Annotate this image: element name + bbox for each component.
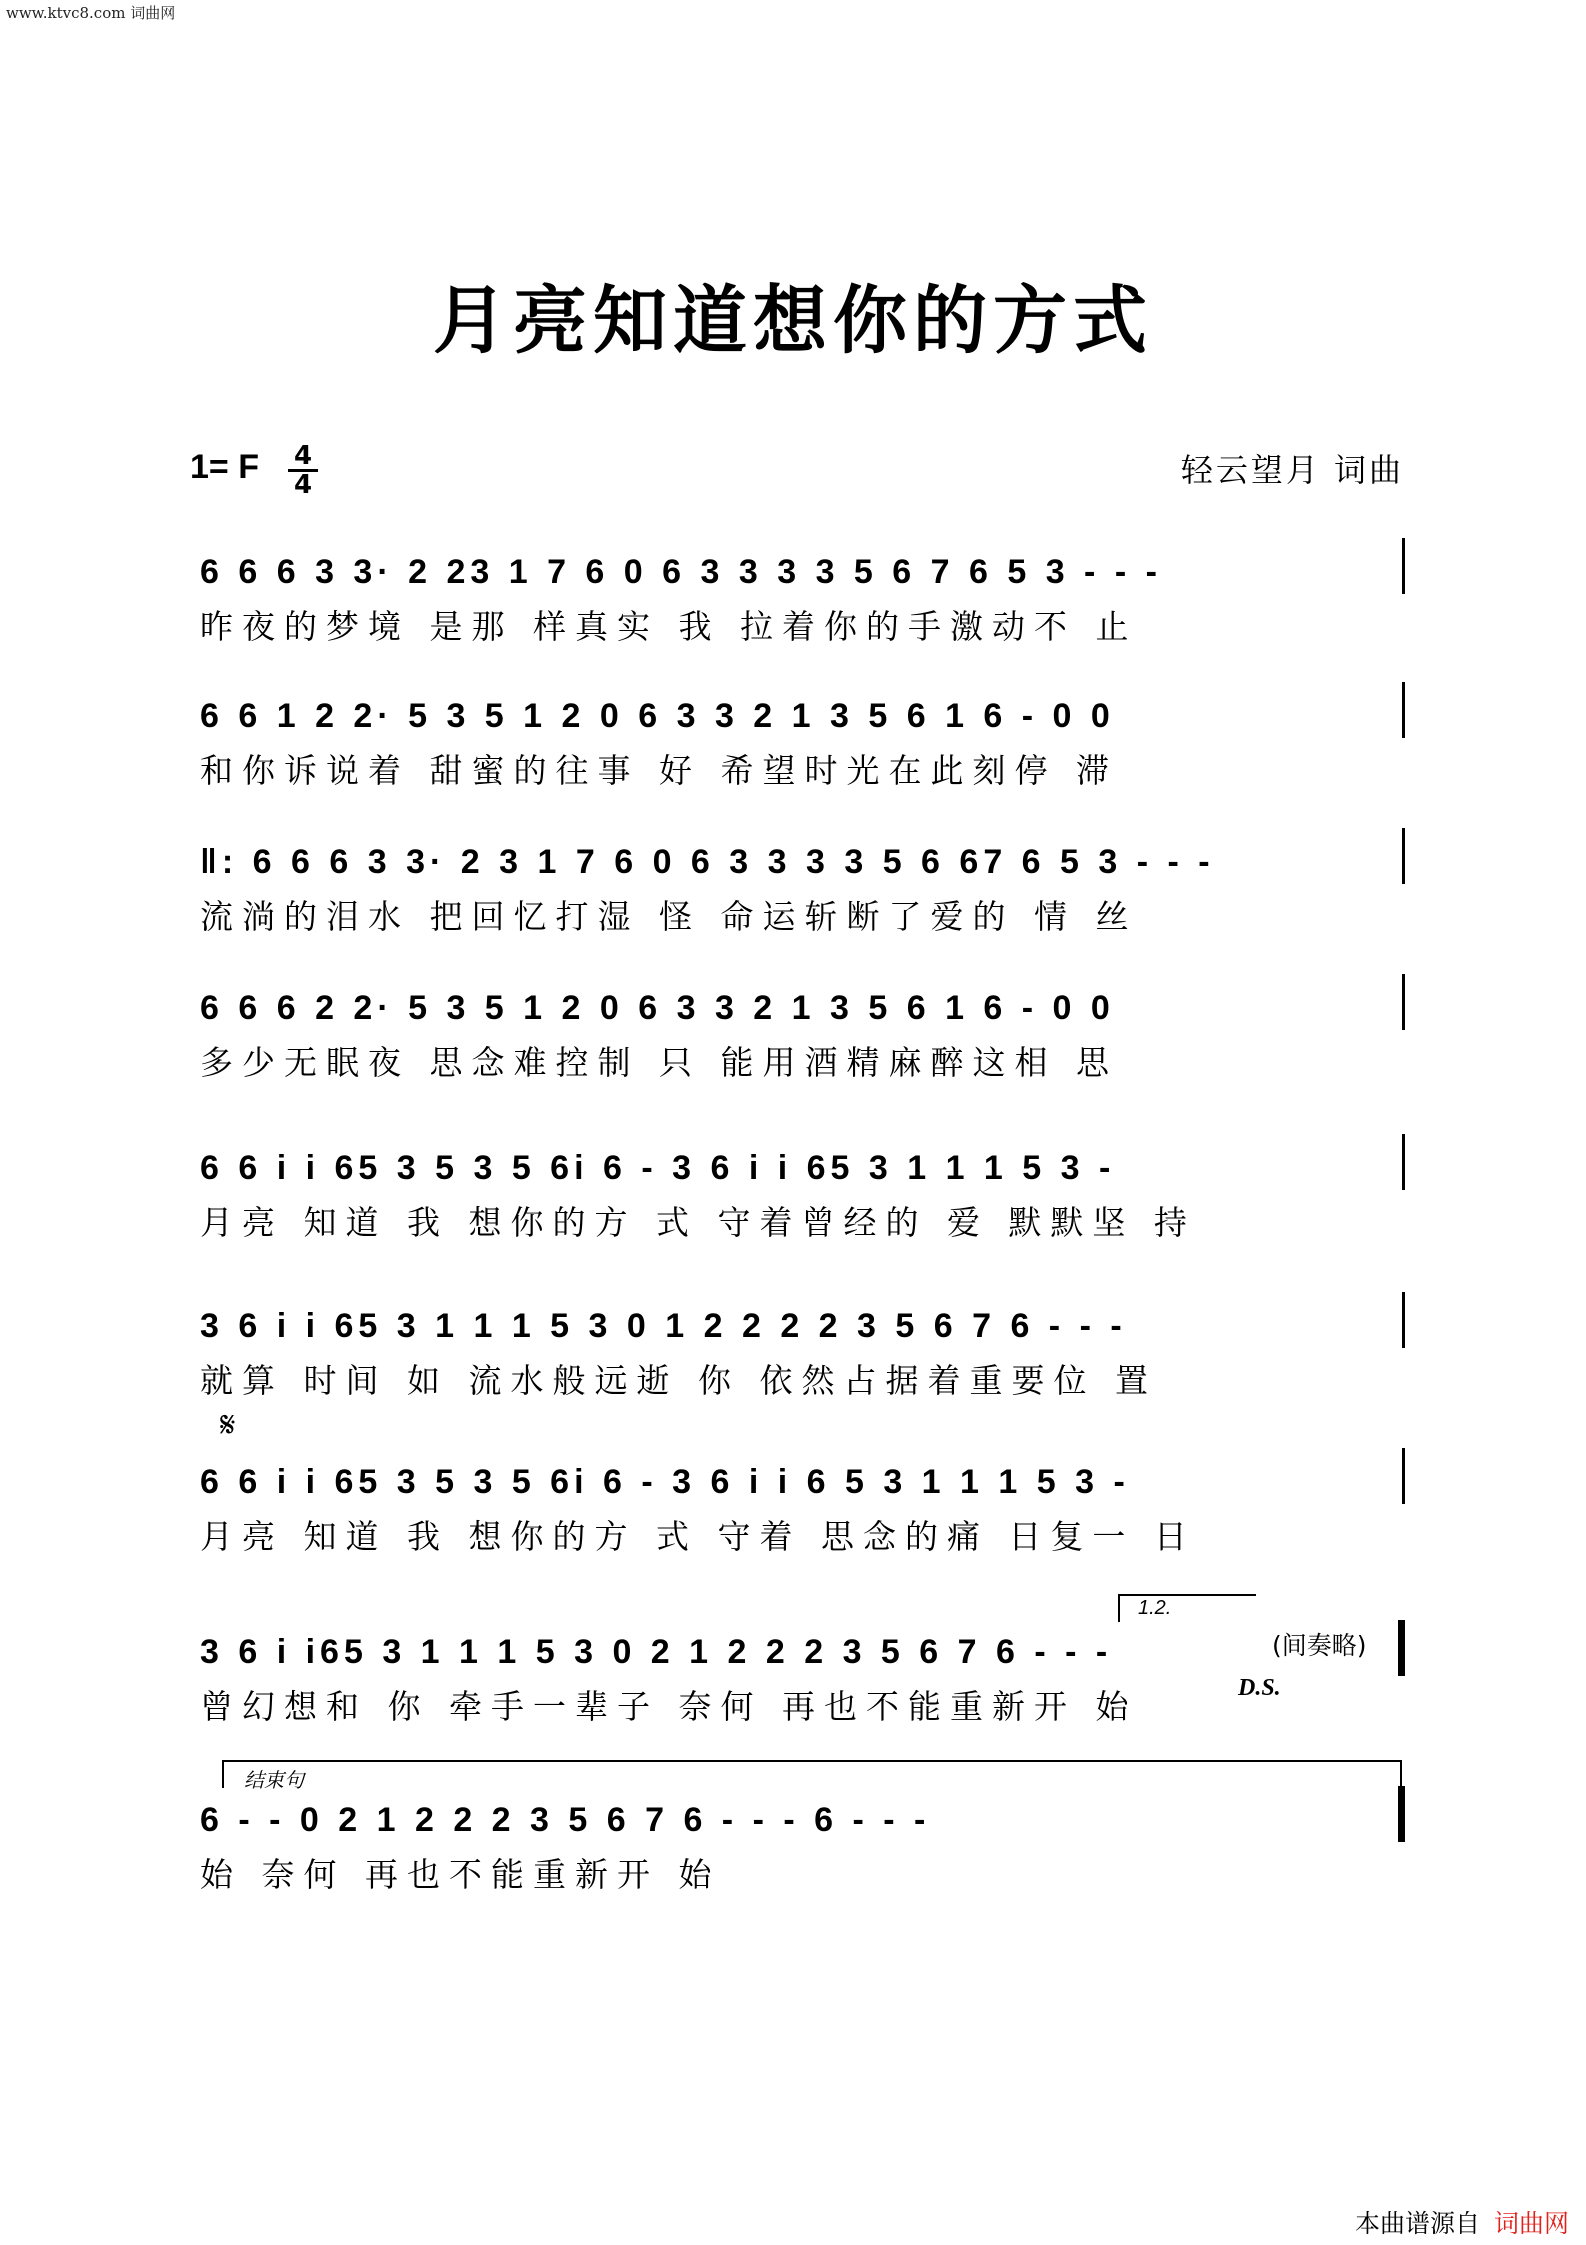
lyric-line: 月亮 知道 我 想你的方 式 守着曾经的 爱 默默坚 持	[200, 1203, 1196, 1242]
notation-line: 3 6 i i 65 3 1 1 1 5 3 0 1 2 2 2 2 3 5 6 7 6 - - -	[200, 1307, 1127, 1345]
notation-line: ‖: 6 6 6 3 3· 2 3 1 7 6 0 6 3 3 3 3 5 6 67 6 5 3 - - -	[200, 843, 1215, 881]
notation-line: 6 - - 0 2 1 2 2 2 3 5 6 7 6 - - - 6 - - -	[200, 1801, 931, 1839]
notation-line: 6 6 6 2 2· 5 3 5 1 2 0 6 3 3 2 1 3 5 6 1 6 - 0 0	[200, 989, 1115, 1027]
composer-credit: 轻云望月 词曲	[1180, 451, 1404, 489]
final-barline	[1398, 1786, 1405, 1842]
lyric-line: 多少无眠夜 思念难控制 只 能用酒精麻醉这相 思	[200, 1043, 1118, 1082]
segno-sign: 𝄋	[220, 1405, 236, 1446]
lyric-line: 流淌的泪水 把回忆打湿 怪 命运斩断了爱的 情 丝	[200, 897, 1138, 936]
footer-source-text: 本曲谱源自	[1355, 2209, 1481, 2238]
key-signature: 1= F	[190, 448, 259, 486]
lyric-line: 曾幻想和 你 牵手一辈子 奈何 再也不能重新开 始	[200, 1687, 1138, 1726]
interlude-note: (间奏略)	[1272, 1631, 1367, 1660]
barline	[1402, 828, 1405, 884]
notation-line: 6 6 6 3 3· 2 23 1 7 6 0 6 3 3 3 3 5 6 7 6 5 3 - - -	[200, 553, 1162, 591]
notation-line: 6 6 i i 65 3 5 3 5 6i 6 - 3 6 i i 65 3 1 1 1 5 3 -	[200, 1149, 1116, 1187]
barline	[1402, 1134, 1405, 1190]
lyric-line: 昨夜的梦境 是那 样真实 我 拉着你的手激动不 止	[200, 607, 1138, 646]
ending-bracket	[222, 1760, 1402, 1788]
watermark: www.ktvc8.com 词曲网	[6, 4, 176, 22]
volta-label: 1.2.	[1138, 1597, 1172, 1619]
lyric-line: 月亮 知道 我 想你的方 式 守着 思念的痛 日复一 日	[200, 1517, 1196, 1556]
time-signature	[286, 441, 320, 500]
lyric-line: 和你诉说着 甜蜜的往事 好 希望时光在此刻停 滞	[200, 751, 1118, 790]
song-title: 月亮知道想你的方式	[433, 278, 1153, 364]
footer-source	[1355, 2204, 1569, 2240]
barline	[1402, 974, 1405, 1030]
notation-line: 6 6 i i 65 3 5 3 5 6i 6 - 3 6 i i 6 5 3 1 1 1 5 3 -	[200, 1463, 1130, 1501]
lyric-line: 始 奈何 再也不能重新开 始	[200, 1855, 721, 1894]
barline	[1402, 1448, 1405, 1504]
footer-site-link[interactable]: 词曲网	[1494, 2209, 1570, 2238]
meter-top: 4	[293, 441, 313, 471]
notation-line: 3 6 i i65 3 1 1 1 5 3 0 2 1 2 2 2 3 5 6 7 6 - - -	[200, 1633, 1113, 1671]
repeat-end-barline	[1398, 1620, 1405, 1676]
barline	[1402, 538, 1405, 594]
barline	[1402, 1292, 1405, 1348]
barline	[1402, 682, 1405, 738]
notation-line: 6 6 1 2 2· 5 3 5 1 2 0 6 3 3 2 1 3 5 6 1 6 - 0 0	[200, 697, 1115, 735]
ending-label: 结束句	[244, 1770, 304, 1792]
lyric-line: 就算 时间 如 流水般远逝 你 依然占据着重要位 置	[200, 1361, 1157, 1400]
meter-bottom: 4	[293, 470, 313, 500]
dal-segno-mark: D.S.	[1238, 1675, 1281, 1701]
